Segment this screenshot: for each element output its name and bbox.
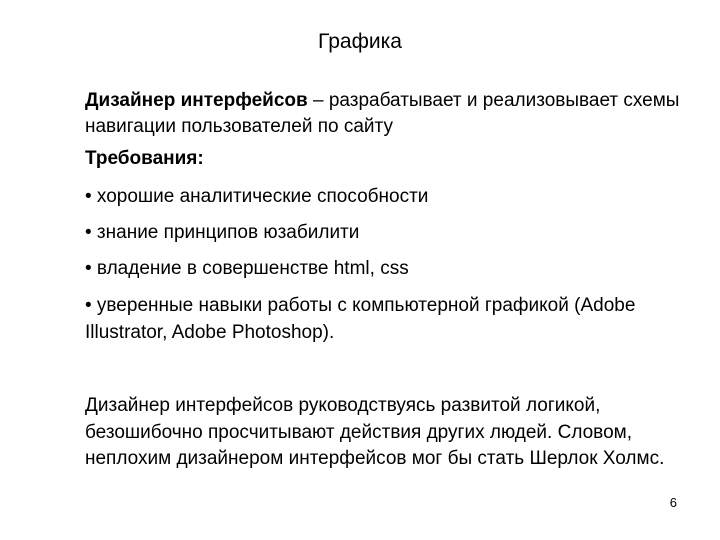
requirements-heading: Требования: [85, 148, 204, 169]
intro-term: Дизайнер интерфейсов [85, 90, 308, 111]
closing-paragraph: Дизайнер интерфейсов руководствуясь развитой логикой, безошибочно просчитывают действия других людей. Словом, неплохим дизайнером интерфейсов мог бы стать Шерлок Холмс. [85, 395, 665, 469]
intro-paragraph [85, 88, 685, 140]
slide-title: Графика [318, 30, 402, 53]
requirement-item: • знание принципов юзабилити [85, 222, 360, 243]
requirement-item: • хорошие аналитические способности [85, 186, 429, 207]
requirement-item: • уверенные навыки работы с компьютерной графикой (Adobe Illustrator, Adobe Photoshop). [85, 295, 636, 343]
requirement-item: • владение в совершенстве html, css [85, 258, 409, 279]
page-number: 6 [669, 495, 677, 510]
intro-definition: – разрабатывает и реализовывает схемы навигации пользователей по сайту [85, 90, 680, 137]
